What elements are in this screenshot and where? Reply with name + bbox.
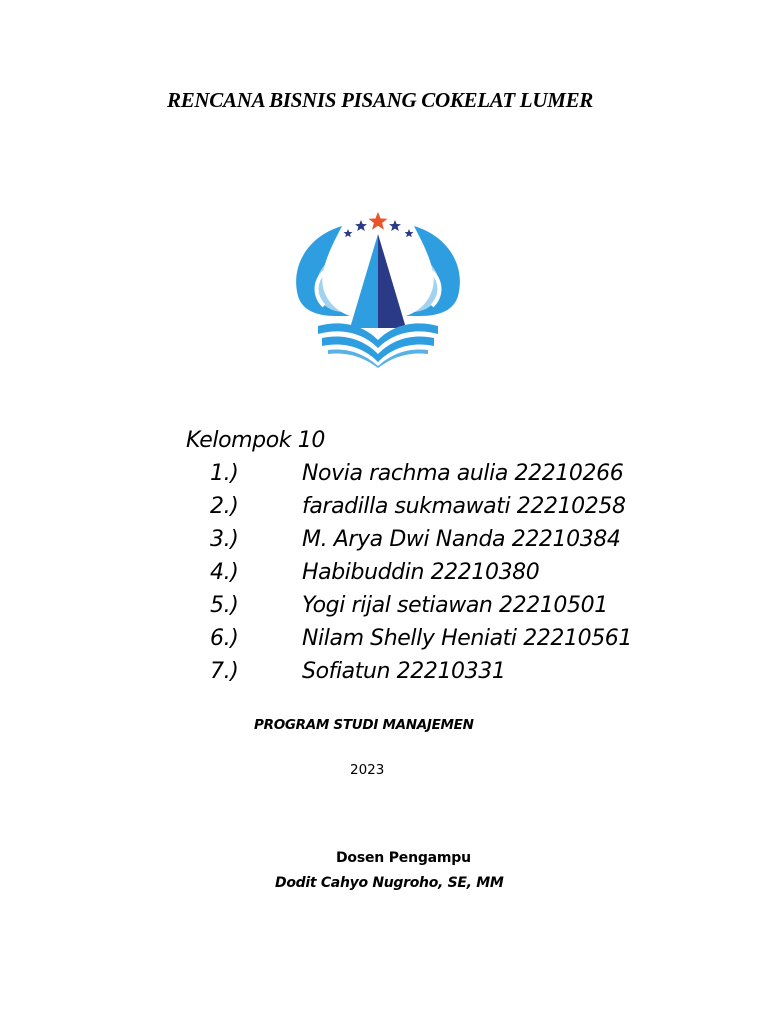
member-name: Novia rachma aulia 22210266 xyxy=(302,461,624,486)
member-item xyxy=(186,490,632,523)
group-label: Kelompok 10 xyxy=(186,428,325,453)
star-icon xyxy=(369,212,388,230)
member-number: 7.) xyxy=(210,659,239,684)
member-item xyxy=(186,622,632,655)
member-list xyxy=(186,457,632,688)
member-name: Yogi rijal setiawan 22210501 xyxy=(302,593,608,618)
member-item xyxy=(186,523,632,556)
member-number: 6.) xyxy=(210,626,239,651)
member-item xyxy=(186,655,632,688)
member-item xyxy=(186,589,632,622)
star-icon xyxy=(389,220,401,231)
star-icon xyxy=(344,229,353,237)
lecturer-name: Dodit Cahyo Nugroho, SE, MM xyxy=(275,875,504,891)
year: 2023 xyxy=(350,762,385,778)
member-number: 1.) xyxy=(210,461,239,486)
group-section xyxy=(186,424,632,688)
document-title: RENCANA BISNIS PISANG COKELAT LUMER xyxy=(167,88,593,112)
lecturer-label: Dosen Pengampu xyxy=(336,850,471,866)
study-program: PROGRAM STUDI MANAJEMEN xyxy=(254,717,474,733)
member-item xyxy=(186,457,632,490)
member-number: 2.) xyxy=(210,494,239,519)
member-number: 3.) xyxy=(210,527,239,552)
member-number: 5.) xyxy=(210,593,239,618)
university-logo-icon xyxy=(288,208,468,368)
member-name: faradilla sukmawati 22210258 xyxy=(302,494,626,519)
star-icon xyxy=(405,229,414,237)
member-name: M. Arya Dwi Nanda 22210384 xyxy=(302,527,621,552)
member-item xyxy=(186,556,632,589)
member-name: Habibuddin 22210380 xyxy=(302,560,540,585)
star-icon xyxy=(355,220,367,231)
member-name: Sofiatun 22210331 xyxy=(302,659,506,684)
member-name: Nilam Shelly Heniati 22210561 xyxy=(302,626,632,651)
member-number: 4.) xyxy=(210,560,239,585)
